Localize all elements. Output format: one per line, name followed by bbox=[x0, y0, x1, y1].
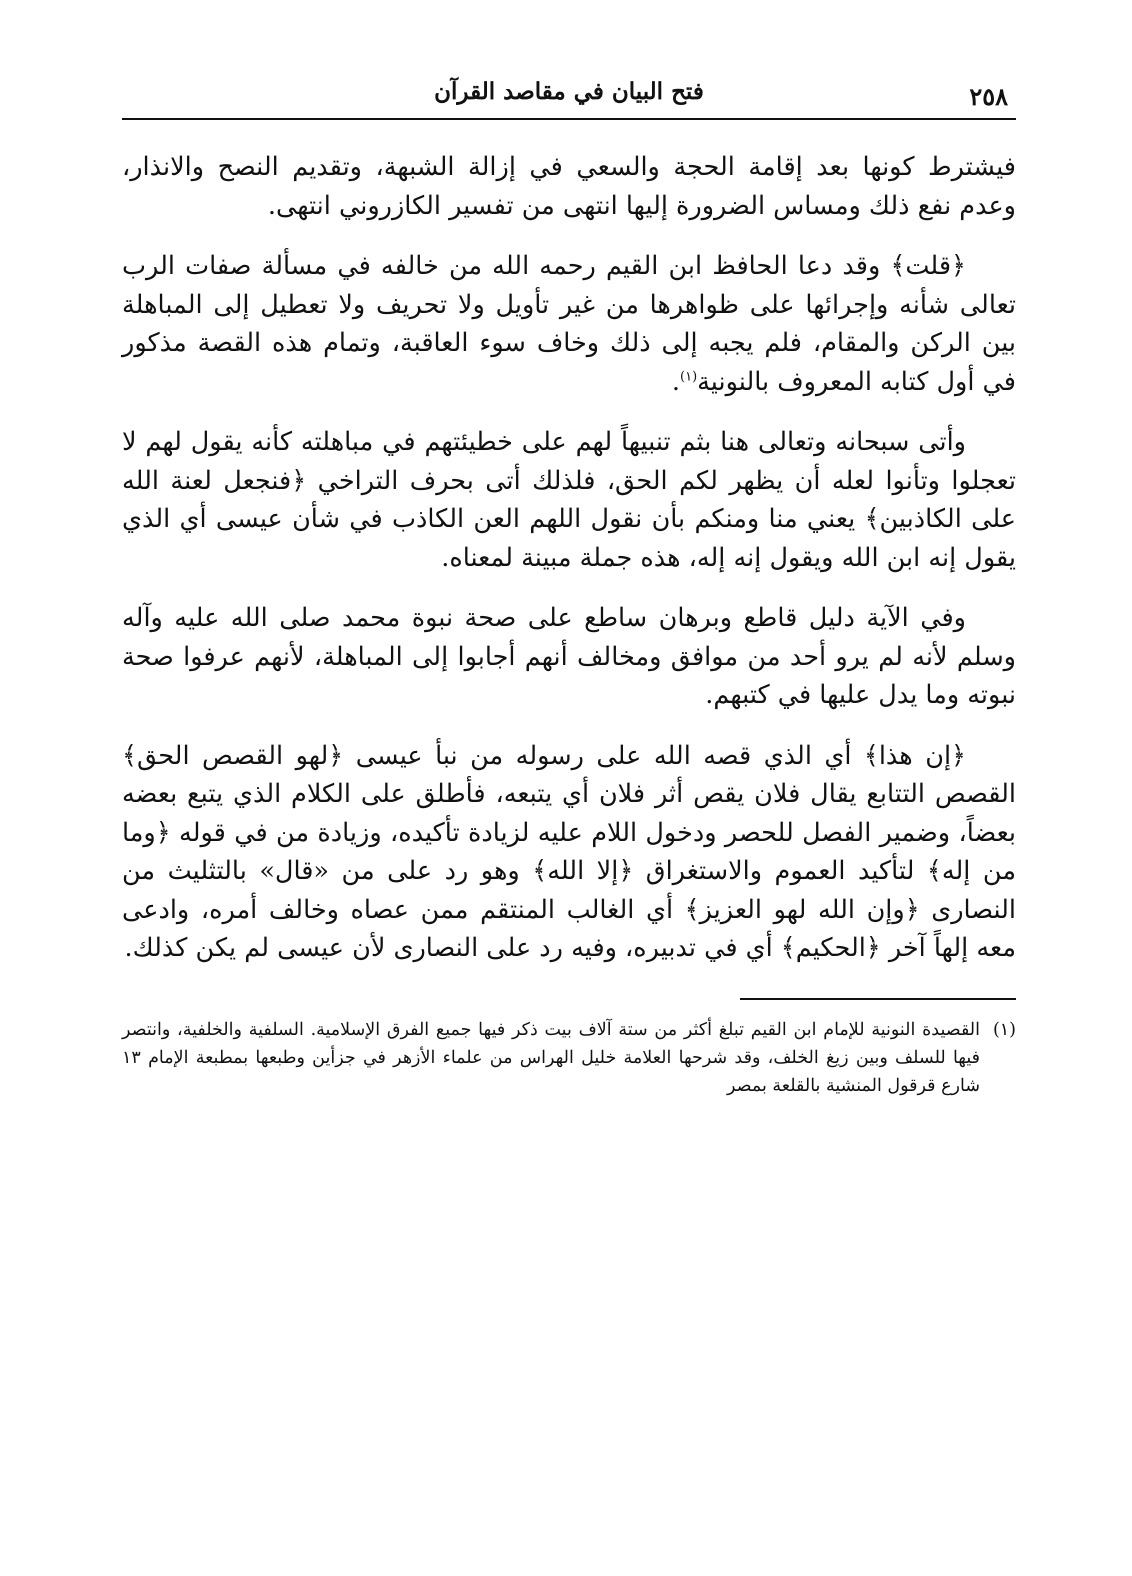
paragraph bbox=[122, 148, 1016, 225]
footnote bbox=[122, 1016, 1016, 1100]
paragraph bbox=[122, 737, 1016, 968]
footnote-number: (١) bbox=[992, 1019, 1016, 1040]
footnote-separator bbox=[740, 998, 1016, 1000]
paragraph-text: ﴿إن هذا﴾ أي الذي قصه الله على رسوله من نبأ عيسى ﴿لهو القصص الحق﴾ القصص التتابع يقال فلان يقص أثر فلان أي يتبعه، فأطلق على الكلام الذي يتبع بعضه بعضاً، وضمير الفصل للحصر ودخول اللام عليه لزيادة تأكيده، وزيادة من في قوله ﴿وما من إله﴾ لتأكيد العموم والاستغراق ﴿إلا الله﴾ وهو رد على من «قال» بالتثليث من النصارى ﴿وإن الله لهو العزيز﴾ أي الغالب المنتقم ممن عصاه وخالف أمره، وادعى معه إلهاً آخر ﴿الحكيم﴾ أي في تدبيره، وفيه رد على النصارى لأن عيسى لم يكن كذلك. bbox=[122, 740, 1016, 963]
footnote-reference: (١) bbox=[680, 369, 698, 384]
paragraph bbox=[122, 599, 1016, 715]
footnote-text: القصيدة النونية للإمام ابن القيم تبلغ أكثر من ستة آلاف بيت ذكر فيها جميع الفرق الإسلامية. السلفية والخلفية، وانتصر فيها للسلف وبين زيغ الخلف، وقد شرحها العلامة خليل الهراس من علماء الأزهر في جزأين وطبعها بمطبعة الإمام ١٣ شارع قرقول المنشية بالقلعة بمصر bbox=[122, 1019, 980, 1096]
paragraph bbox=[122, 247, 1016, 401]
paragraph-text: فيشترط كونها بعد إقامة الحجة والسعي في إزالة الشبهة، وتقديم النصح والانذار، وعدم نفع ذلك ومساس الضرورة إليها انتهى من تفسير الكازروني انتهى. bbox=[122, 152, 1016, 221]
paragraph-text: وأتى سبحانه وتعالى هنا بثم تنبيهاً لهم على خطيئتهم في مباهلته كأنه يقول لهم لا تعجلوا وتأنوا لعله أن يظهر لكم الحق، فلذلك أتى بحرف التراخي ﴿فنجعل لعنة الله على الكاذبين﴾ يعني منا ومنكم بأن نقول اللهم العن الكاذب في شأن عيسى أي الذي يقول إنه ابن الله ويقول إنه إله، هذه جملة مبينة لمعناه. bbox=[122, 427, 1016, 573]
page-body bbox=[122, 148, 1016, 968]
page-header bbox=[122, 72, 1016, 120]
book-page bbox=[122, 72, 1016, 1100]
page-number: ٢٥٨ bbox=[969, 82, 1008, 111]
paragraph bbox=[122, 423, 1016, 577]
running-title: فتح البيان في مقاصد القرآن bbox=[434, 78, 704, 105]
paragraph-text: ﴿قلت﴾ وقد دعا الحافظ ابن القيم رحمه الله من خالفه في مسألة صفات الرب تعالى شأنه وإجرائها على ظواهرها من غير تأويل ولا تحريف ولا تعطيل إلى المباهلة بين الركن والمقام، فلم يجبه إلى ذلك وخاف سوء العاقبة، وتمام هذه القصة مذكور في أول كتابه المعروف بالنونية bbox=[122, 251, 1016, 397]
paragraph-text: وفي الآية دليل قاطع وبرهان ساطع على صحة نبوة محمد صلى الله عليه وآله وسلم لأنه لم يرو أحد من موافق ومخالف أنهم أجابوا إلى المباهلة، لأنهم عرفوا صحة نبوته وما يدل عليها في كتبهم. bbox=[122, 603, 1016, 710]
footnote-separator-wrap bbox=[122, 990, 1016, 1016]
paragraph-tail: . bbox=[671, 366, 680, 397]
footnotes bbox=[122, 1016, 1016, 1100]
